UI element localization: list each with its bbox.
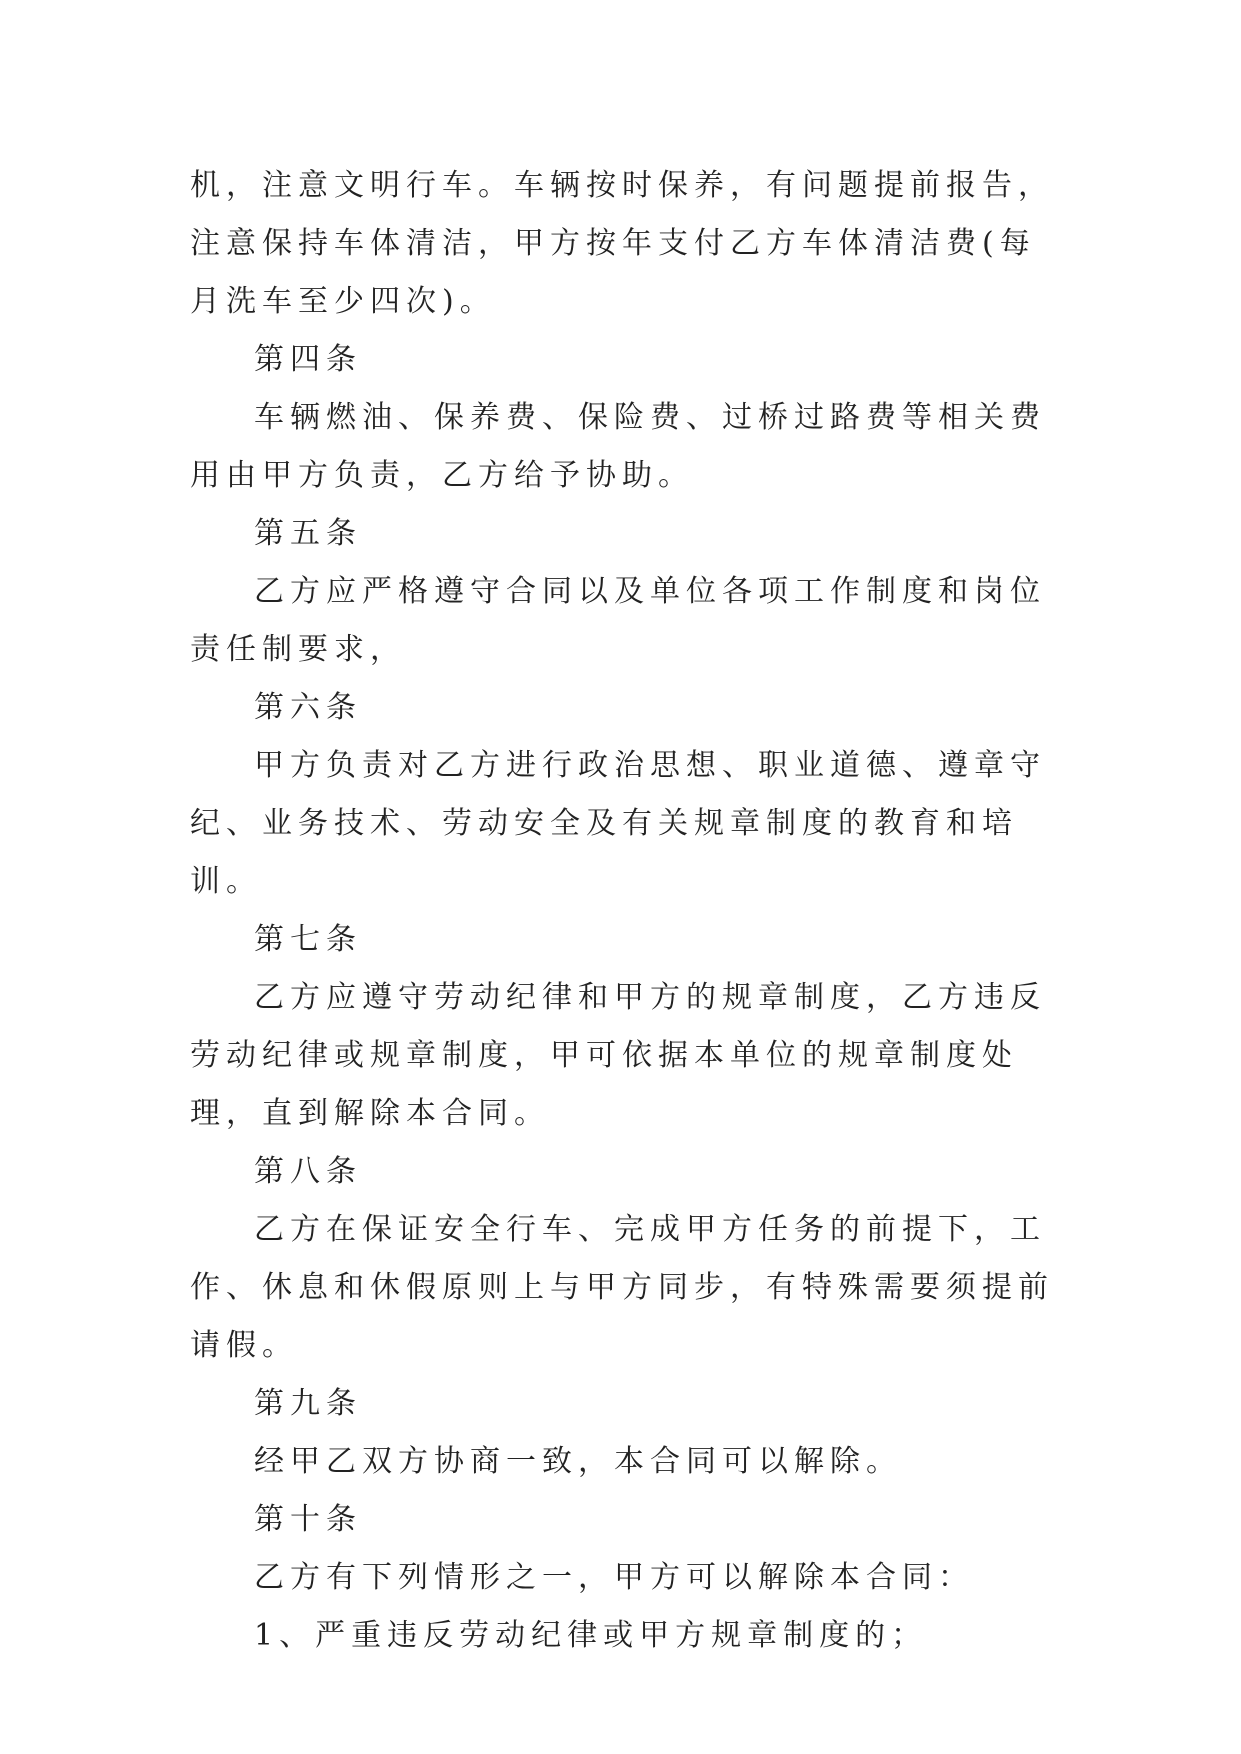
article-body-4: 车辆燃油、保养费、保险费、过桥过路费等相关费用由甲方负责，乙方给予协助。	[190, 400, 1046, 493]
article-heading-4: 第四条	[254, 342, 362, 377]
article-body-5: 乙方应严格遵守合同以及单位各项工作制度和岗位责任制要求，	[190, 574, 1046, 667]
article-body-9: 经甲乙双方协商一致，本合同可以解除。	[254, 1444, 902, 1479]
article-heading-6: 第六条	[254, 690, 362, 725]
article-heading-9: 第九条	[254, 1386, 362, 1421]
article-heading-5: 第五条	[254, 516, 362, 551]
article-heading-8: 第八条	[254, 1154, 362, 1189]
article-heading-7: 第七条	[254, 922, 362, 957]
paragraph-continuation: 机，注意文明行车。车辆按时保养，有问题提前报告，注意保持车体清洁，甲方按年支付乙方车体清洁费(每月洗车至少四次)。	[190, 168, 1054, 319]
list-item-1: 1、严重违反劳动纪律或甲方规章制度的；	[254, 1618, 928, 1653]
document-body	[190, 157, 1060, 1665]
article-body-7: 乙方应遵守劳动纪律和甲方的规章制度，乙方违反劳动纪律或规章制度，甲可依据本单位的规章制度处理，直到解除本合同。	[190, 980, 1046, 1131]
article-body-10: 乙方有下列情形之一，甲方可以解除本合同：	[254, 1560, 974, 1595]
article-body-6: 甲方负责对乙方进行政治思想、职业道德、遵章守纪、业务技术、劳动安全及有关规章制度的教育和培训。	[190, 748, 1046, 899]
article-body-8: 乙方在保证安全行车、完成甲方任务的前提下，工作、休息和休假原则上与甲方同步，有特殊需要须提前请假。	[190, 1212, 1054, 1363]
article-heading-10: 第十条	[254, 1502, 362, 1537]
